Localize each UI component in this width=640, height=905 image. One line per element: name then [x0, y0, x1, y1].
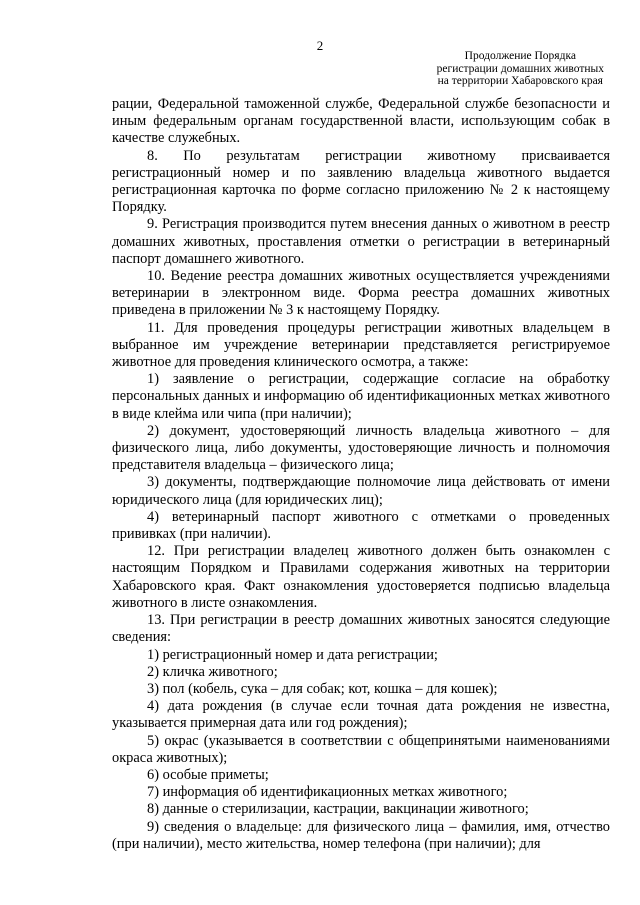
document-body [112, 96, 610, 853]
header-line: регистрации домашних животных [436, 62, 604, 75]
header-line: Продолжение Порядка [464, 50, 576, 62]
list-item: 5) окрас (указывается в соответствии с общепринятыми наименованиями окраса животных); [112, 732, 610, 766]
paragraph-8: 8. По результатам регистрации животному присваивается регистрационный номер и по заявлению владельца животного выдается регистрационная карточка по форме согласно приложению № 2 к настоящему Порядку. [112, 147, 610, 216]
list-item: 6) особые приметы; [147, 766, 269, 783]
paragraph-continuation: рации, Федеральной таможенной службе, Федеральной службе безопасности и иным федеральным органам государственной власти, использующим собак в качестве служебных. [112, 96, 610, 147]
page-number: 2 [316, 38, 324, 53]
running-header [437, 50, 604, 88]
list-item: 3) документы, подтверждающие полномочие лица действовать от имени юридического лица (для юридических лиц); [112, 474, 610, 508]
list-item: 1) регистрационный номер и дата регистрации; [147, 646, 438, 663]
paragraph-12: 12. При регистрации владелец животного должен быть ознакомлен с настоящим Порядком и Правилами содержания животных на территории Хабаровского края. Факт ознакомления удостоверяется подписью владельца животного в листе ознакомления. [112, 543, 610, 611]
paragraph-10: 10. Ведение реестра домашних животных осуществляется учреждениями ветеринарии в электронном виде. Форма реестра домашних животных приведена в приложении № 3 к настоящему Порядку. [112, 268, 610, 319]
list-item: 2) документ, удостоверяющий личность владельца животного – для физического лица, либо документы, удостоверяющие личность и полномочия представителя владельца – физического лица; [112, 422, 610, 474]
paragraph-13: 13. При регистрации в реестр домашних животных заносятся следующие сведения: [112, 612, 610, 646]
list-item: 8) данные о стерилизации, кастрации, вакцинации животного; [147, 801, 529, 818]
paragraph-11: 11. Для проведения процедуры регистрации животных владельцем в выбранное им учреждение ветеринарии представляется регистрируемое животное для проведения клинического осмотра, а также: [112, 319, 610, 371]
list-item: 4) ветеринарный паспорт животного с отметками о проведенных прививках (при наличии). [112, 508, 610, 543]
list-item: 4) дата рождения (в случае если точная дата рождения не известна, указывается примерная дата или год рождения); [112, 698, 610, 732]
paragraph-9: 9. Регистрация производится путем внесения данных о животном в реестр домашних животных, проставления отметки о регистрации в ветеринарный паспорт домашнего животного. [112, 216, 610, 267]
list-item: 2) кличка животного; [147, 663, 278, 680]
list-item: 7) информация об идентификационных метках животного; [147, 784, 508, 801]
list-item: 1) заявление о регистрации, содержащие согласие на обработку персональных данных и информацию об идентификационных метках животного в виде клейма или чипа (при наличии); [112, 371, 610, 422]
list-item: 3) пол (кобель, сука – для собак; кот, кошка – для кошек); [147, 680, 498, 697]
list-item: 9) сведения о владельце: для физического лица – фамилия, имя, отчество (при наличии), место жительства, номер телефона (при наличии); для [112, 818, 610, 852]
header-line: на территории Хабаровского края [437, 75, 603, 87]
